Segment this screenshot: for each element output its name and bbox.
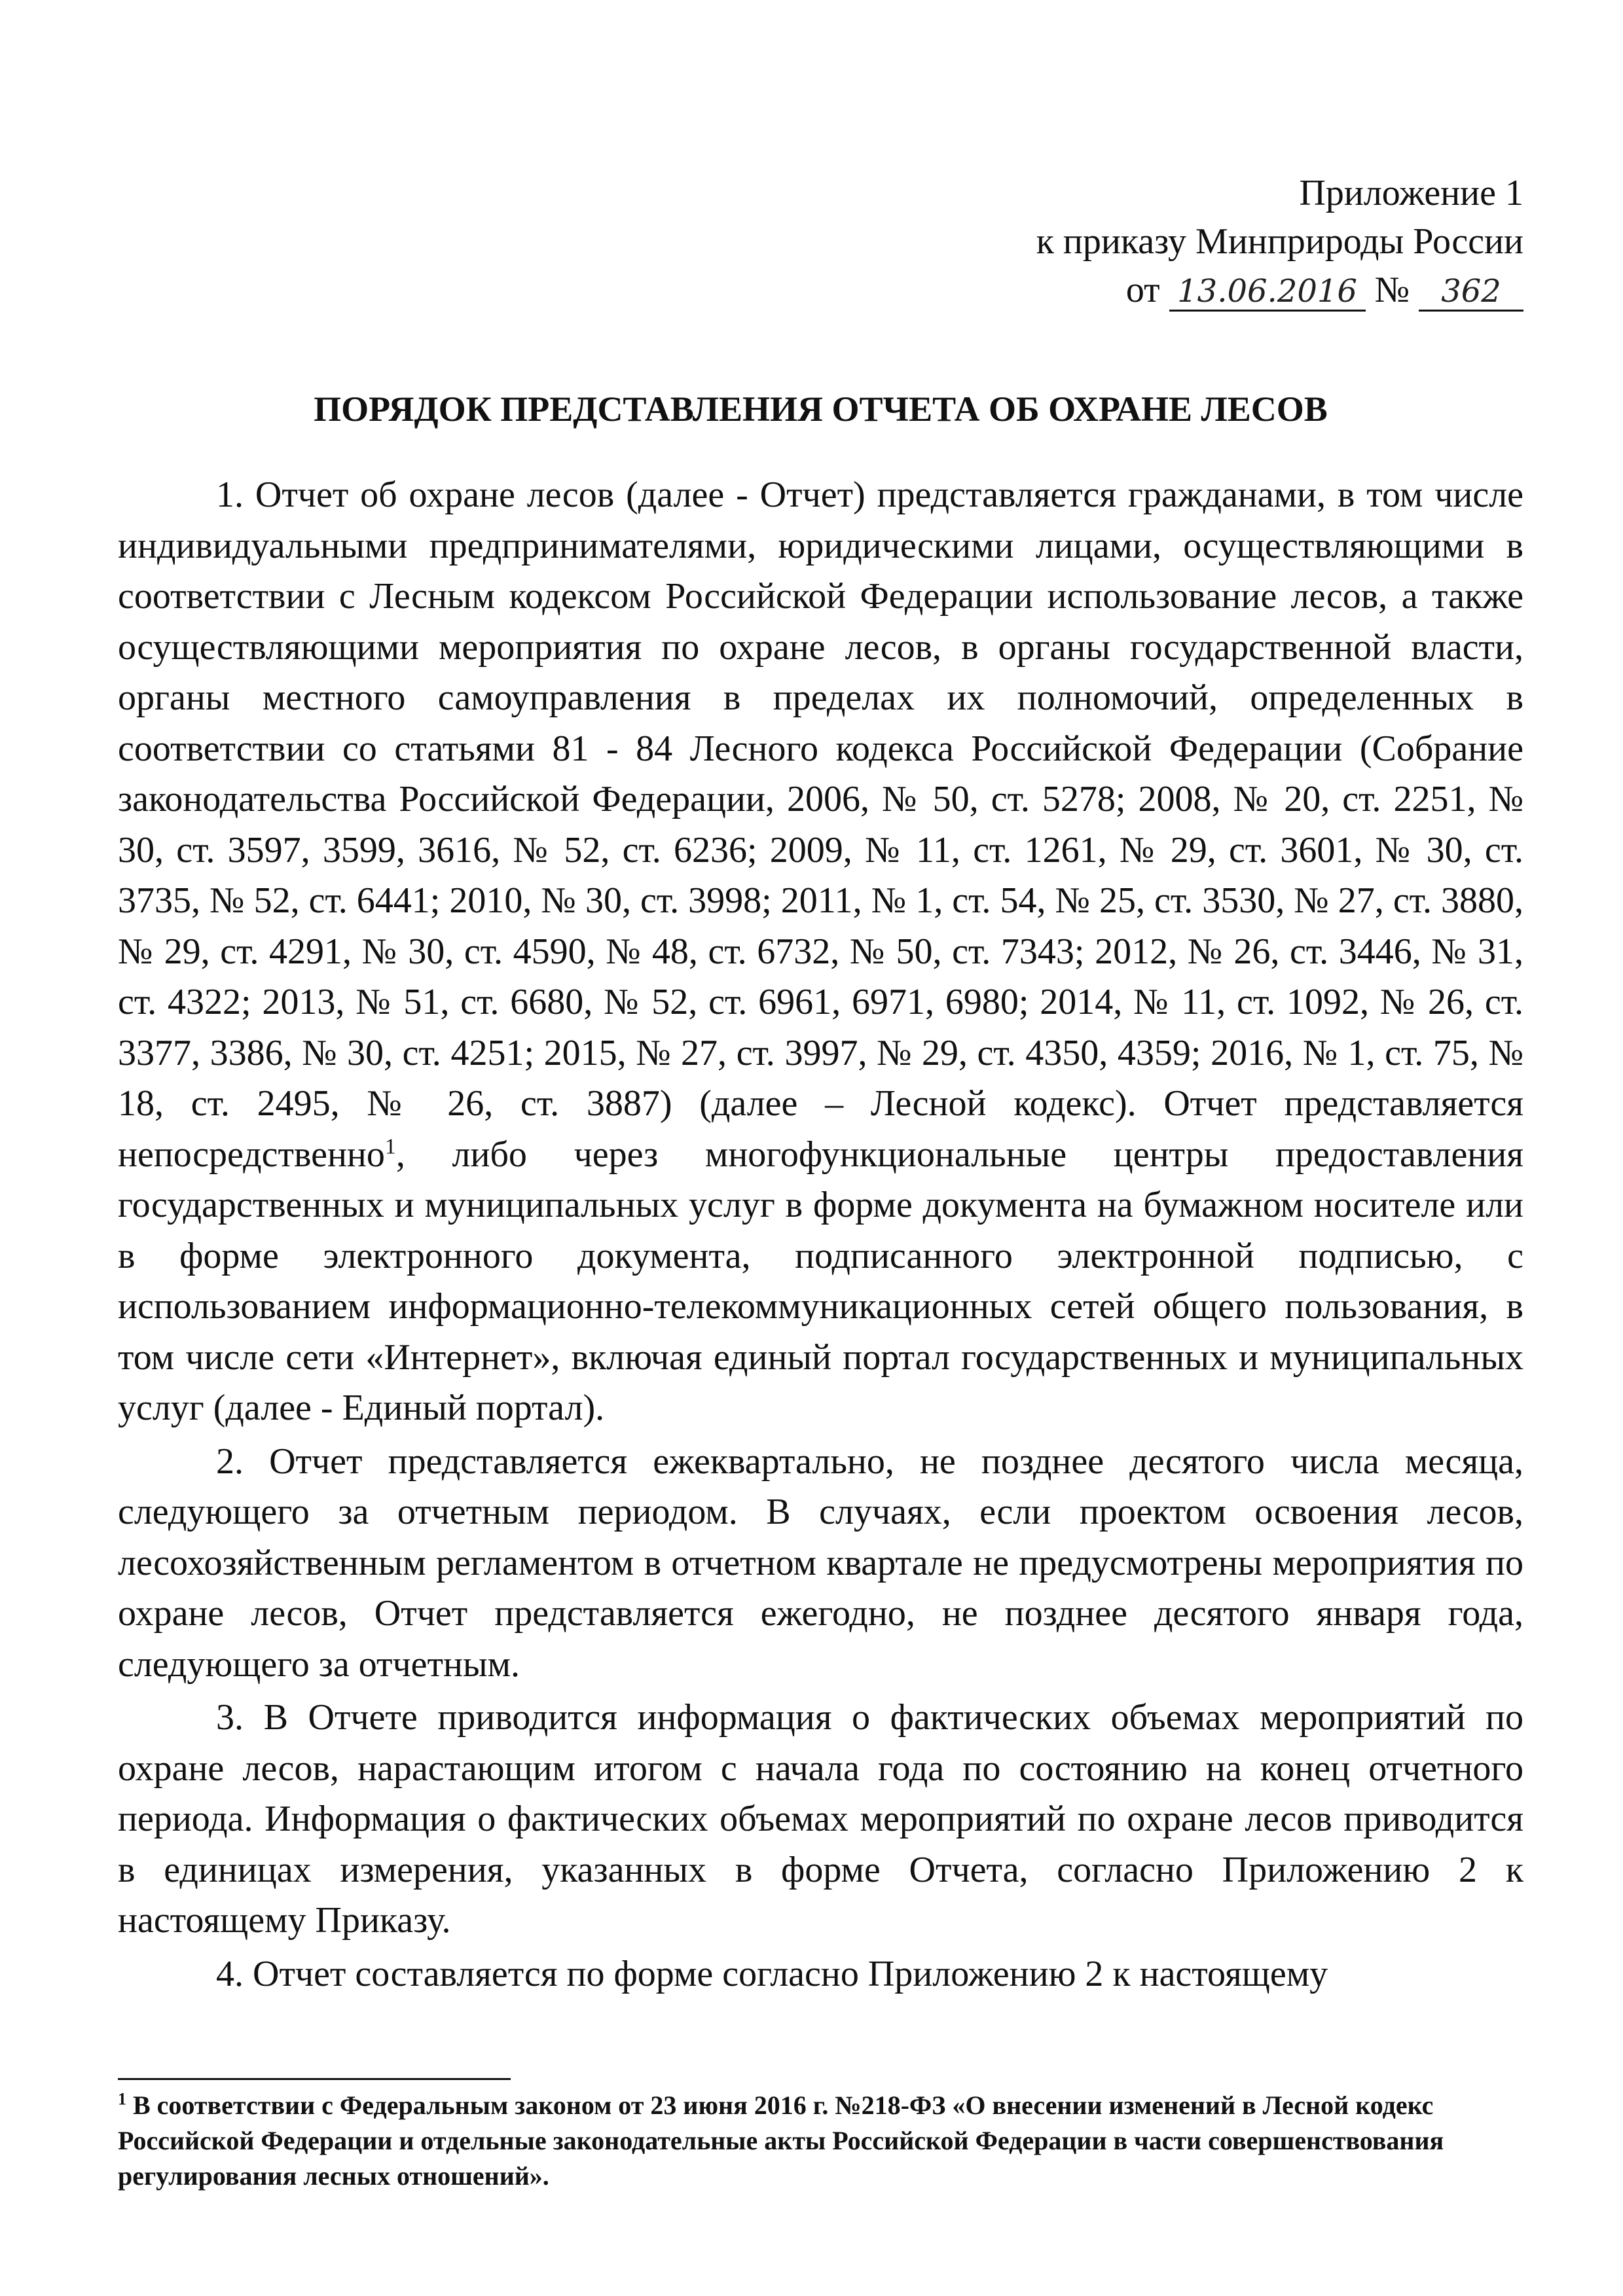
handwritten-number: 362 [1419, 273, 1523, 312]
footnote-divider [118, 2078, 511, 2080]
paragraph-1 [118, 470, 1523, 1434]
footnote-text: В соответствии с Федеральным законом от 23 июня 2016 г. №218-ФЗ «О внесении изменений в Лесной кодекс Российской Федерации и отдельные законодательные акты Российской Федерации в части совершенствования регулирования лесных отношений». [118, 2090, 1444, 2191]
paragraph-1-text-cont: , либо через многофункциональные центры предоставления государственных и муниципальных услуг в форме документа на бумажном носителе или в форме электронного документа, подписанного электронной подписью, с использованием информационно-телекоммуникационных сетей общего пользования, в том числе сети «Интернет», включая единый портал государственных и муниципальных услуг (далее - Единый портал). [118, 1134, 1523, 1428]
paragraph-1-text: 1. Отчет об охране лесов (далее - Отчет) представляется гражданами, в том числе индивидуальными предпринимателями, юридическими лицами, осуществляющими в соответствии с Лесным кодексом Российской Федерации использование лесов, а также осуществляющими мероприятия по охране лесов, в органы государственной власти, органы местного самоуправления в пределах их полномочий, определенных в соответствии со статьями 81 - 84 Лесного кодекса Российской Федерации (Собрание законодательства Российской Федерации, 2006, № 50, ст. 5278; 2008, № 20, ст. 2251, № 30, ст. 3597, 3599, 3616, № 52, ст. 6236; 2009, № 11, ст. 1261, № 29, ст. 3601, № 30, ст. 3735, № 52, ст. 6441; 2010, № 30, ст. 3998; 2011, № 1, ст. 54, № 25, ст. 3530, № 27, ст. 3880, № 29, ст. 4291, № 30, ст. 4590, № 48, ст. 6732, № 50, ст. 7343; 2012, № 26, ст. 3446, № 31, ст. 4322; 2013, № 51, ст. 6680, № 52, ст. 6961, 6971, 6980; 2014, № 11, ст. 1092, № 26, ст. 3377, 3386, № 30, ст. 4251; 2015, № 27, ст. 3997, № 29, ст. 4350, 4359; 2016, № 1, ст. 75, № 18, ст. 2495, № 26, ст. 3887) (далее – Лесной кодекс). Отчет представляется непосредственно [118, 475, 1523, 1175]
appendix-header [934, 169, 1523, 314]
appendix-label: Приложение 1 [1299, 173, 1523, 213]
number-prefix: № [1374, 270, 1410, 310]
date-prefix: от [1125, 270, 1160, 310]
order-date-number-line [1126, 266, 1523, 314]
paragraph-4: 4. Отчет составляется по форме согласно Приложению 2 к настоящему [216, 1953, 1328, 1994]
footnote-mark: 1 [118, 2089, 126, 2109]
footnote [118, 2088, 1523, 2194]
footnote-reference: 1 [384, 1134, 396, 1158]
paragraph-2: 2. Отчет представляется ежеквартально, не позднее десятого числа месяца, следующего за отчетным периодом. В случаях, если проектом освоения лесов, лесохозяйственным регламентом в отчетном квартале не предусмотрены мероприятия по охране лесов, Отчет представляется ежегодно, не позднее десятого января года, следующего за отчетным. [118, 1441, 1523, 1685]
order-reference: к приказу Минприроды России [1036, 221, 1523, 262]
document-title: ПОРЯДОК ПРЕДСТАВЛЕНИЯ ОТЧЕТА ОБ ОХРАНЕ ЛЕСОВ [314, 389, 1328, 429]
handwritten-date: 13.06.2016 [1169, 273, 1366, 312]
paragraph-3: 3. В Отчете приводится информация о фактических объемах мероприятий по охране лесов, нарастающим итогом с начала года по состоянию на конец отчетного периода. Информация о фактических объемах мероприятий по охране лесов приводится в единицах измерения, указанных в форме Отчета, согласно Приложению 2 к настоящему Приказу. [118, 1697, 1523, 1941]
document-body [118, 470, 1523, 2000]
